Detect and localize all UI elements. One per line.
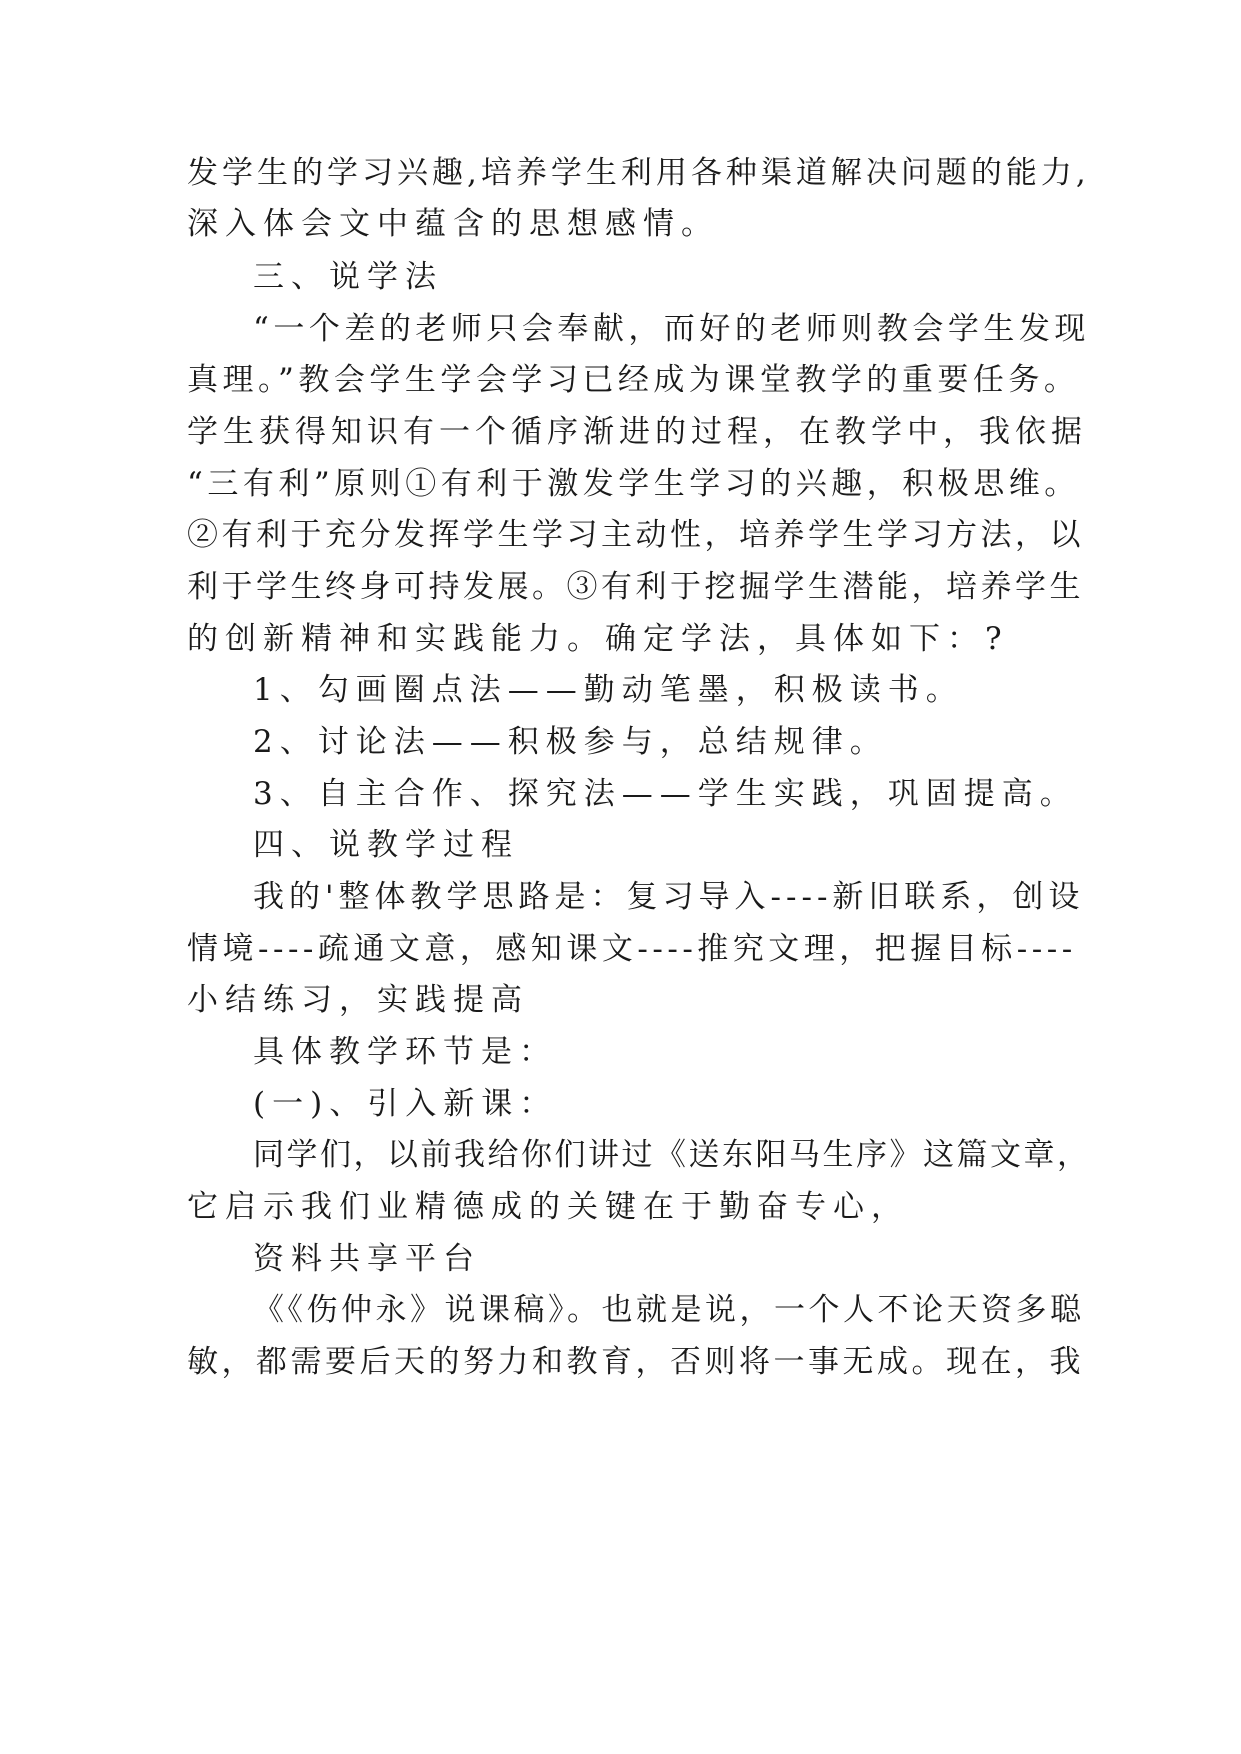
list-item: 2、讨论法——积极参与，总结规律。 — [253, 724, 888, 760]
text-line: 同学们，以前我给你们讲过《送东阳马生序》这篇文章， — [253, 1137, 1091, 1173]
section-heading: 四、说教学过程 — [253, 827, 519, 863]
text-line: “三有利”原则①有利于激发学生学习的兴趣，积极思维。 — [187, 466, 1080, 502]
text-line: 小结练习，实践提高 — [187, 982, 529, 1018]
text-line: 情境----疏通文意，感知课文----推究文理，把握目标---- — [187, 931, 1077, 967]
text-line: 真理。”教会学生学会学习已经成为课堂教学的重要任务。 — [187, 362, 1080, 398]
text-line: 利于学生终身可持发展。③有利于挖掘学生潜能，培养学生 — [187, 569, 1084, 605]
text-line: ②有利于充分发挥学生学习主动性，培养学生学习方法，以 — [187, 517, 1084, 553]
subsection-heading: (一)、引入新课： — [253, 1086, 558, 1122]
text-line: 我的'整体教学思路是：复习导入----新旧联系，创设 — [253, 879, 1085, 915]
text-line: 资料共享平台 — [253, 1241, 481, 1277]
text-line: 的创新精神和实践能力。确定学法，具体如下：? — [187, 621, 1009, 657]
text-line: 学生获得知识有一个循序渐进的过程，在教学中，我依据 — [187, 414, 1087, 450]
list-item: 1、勾画圈点法——勤动笔墨，积极读书。 — [253, 672, 964, 708]
text-line: 敏，都需要后天的努力和教育，否则将一事无成。现在，我 — [187, 1344, 1084, 1380]
text-line: 发学生的学习兴趣,培养学生利用各种渠道解决问题的能力, — [187, 155, 1090, 191]
text-line: “一个差的老师只会奉献，而好的老师则教会学生发现 — [253, 311, 1090, 347]
text-line: 深入体会文中蕴含的思想感情。 — [187, 206, 719, 242]
text-line: 《《伤仲永》说课稿》。也就是说，一个人不论天资多聪 — [253, 1292, 1085, 1328]
text-line: 具体教学环节是： — [253, 1034, 557, 1070]
list-item: 3、自主合作、探究法——学生实践，巩固提高。 — [253, 776, 1078, 812]
text-line: 它启示我们业精德成的关键在于勤奋专心， — [187, 1189, 909, 1225]
section-heading: 三、说学法 — [253, 259, 443, 295]
